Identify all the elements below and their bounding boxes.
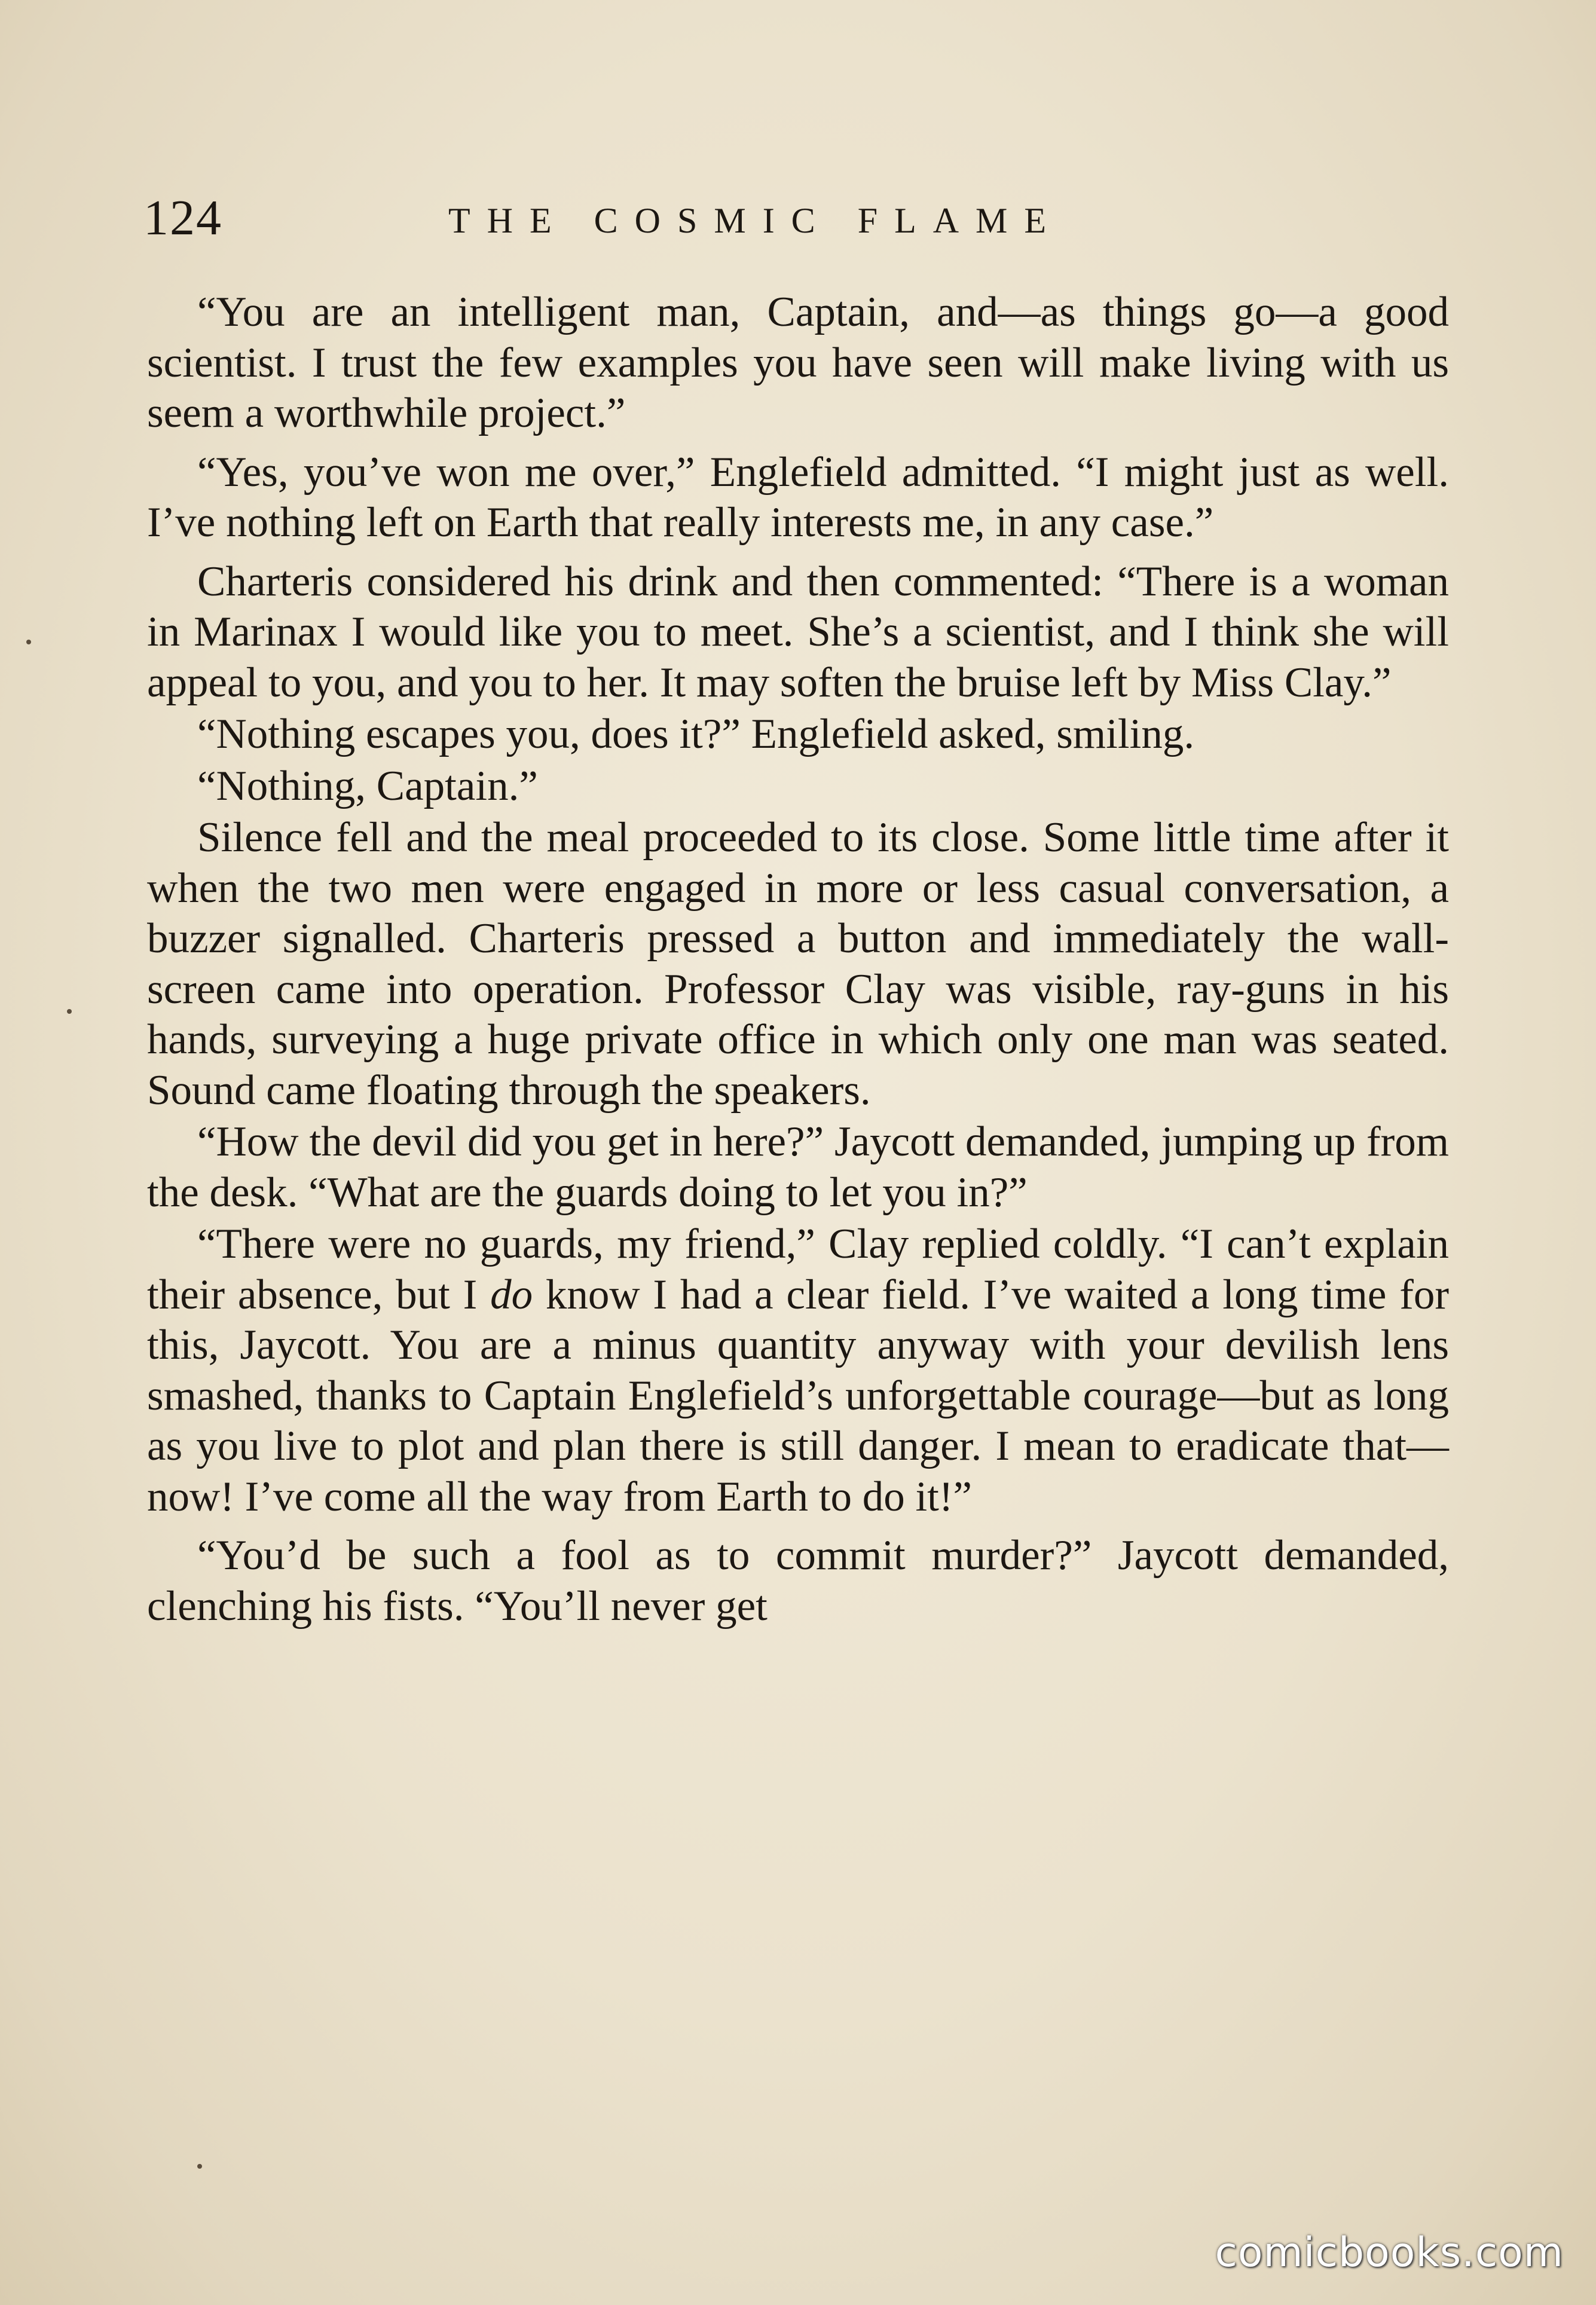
paragraph: “You’d be such a fool as to commit murder?” Jaycott demanded, clenching his fists. “You’ll never get [147, 1532, 1449, 1630]
paragraph: “You are an intelligent man, Captain, and—as things go—a good scientist. I trust the few examples you have seen will make living with us seem a worthwhile project.” [147, 289, 1449, 436]
paragraph: Silence fell and the meal proceeded to its close. Some little time after it when the two men were engaged in more or less casual conversation, a buzzer signalled. Charteris pressed a button and immediately the wall-screen came into operation. Professor Clay was visible, ray-guns in his hands, surveying a huge private office in which only one man was seated. Sound came floating through the speakers. [147, 814, 1449, 1114]
page-number: 124 [143, 190, 222, 246]
running-title: THE COSMIC FLAME [448, 201, 1063, 240]
emphasized-word: do [490, 1271, 533, 1318]
paragraph: “Nothing escapes you, does it?” Englefield asked, smiling. [197, 711, 1195, 757]
paragraph [147, 1219, 1449, 1522]
paragraph-text-start: “There were no guards, my friend,” Clay replied coldly. “I can’t explain their absence, but I [147, 1221, 1449, 1318]
watermark: comicbooks.com [1215, 2229, 1564, 2276]
paragraph: “Nothing, Captain.” [197, 762, 538, 809]
paragraph: “How the devil did you get in here?” Jaycott demanded, jumping up from the desk. “What are the guards doing to let you in?” [147, 1118, 1449, 1216]
paper-speck [67, 1009, 72, 1014]
paragraph: Charteris considered his drink and then commented: “There is a woman in Marinax I would like you to meet. She’s a scientist, and I think she will appeal to you, and you to her. It may soften the bruise left by Miss Clay.” [147, 558, 1449, 706]
paper-speck [197, 2164, 202, 2169]
page-header [143, 185, 1459, 257]
paragraph: “Yes, you’ve won me over,” Englefield admitted. “I might just as well. I’ve nothing left on Earth that really interests me, in any case.” [147, 448, 1449, 546]
body-text [147, 287, 1449, 1633]
paper-speck [26, 640, 31, 644]
paragraph-text-end: know I had a clear field. I’ve waited a long time for this, Jaycott. You are a minus quantity anyway with your devilish lens smashed, thanks to Captain Englefield’s unforgettable courage—but as long as you live to plot and plan there is still danger. I mean to eradicate that—now! I’ve come all the way from Earth to do it!” [147, 1271, 1449, 1520]
